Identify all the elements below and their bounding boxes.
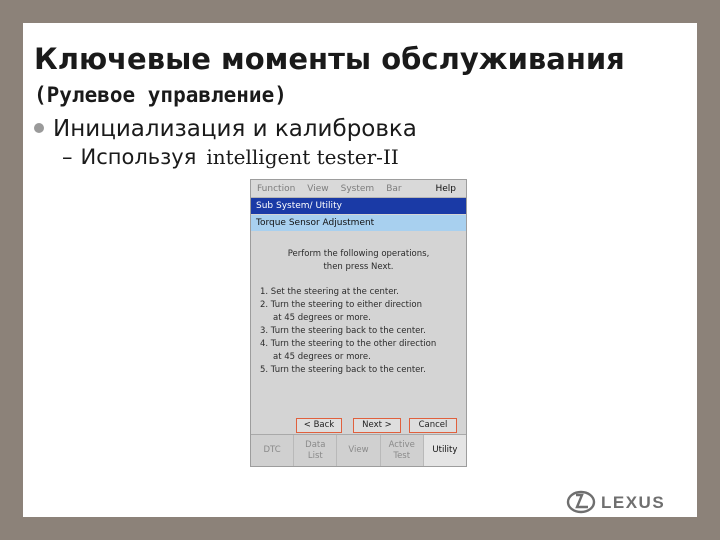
step-line: at 45 degrees or more. (273, 313, 371, 323)
cancel-button[interactable]: Cancel (409, 418, 457, 433)
lexus-wordmark: LEXUS (601, 493, 666, 512)
bullet-text: Инициализация и калибровка (53, 116, 417, 142)
tester-menu-bar (251, 180, 466, 198)
instruction-header (251, 248, 466, 274)
subsystem-title-bar: Sub System/ Utility (251, 198, 466, 214)
function-title-bar: Torque Sensor Adjustment (251, 215, 466, 231)
tab-dtc[interactable]: DTC (251, 435, 294, 466)
tab-view[interactable]: View (337, 435, 380, 466)
step-line: at 45 degrees or more. (273, 352, 371, 362)
tester-name: intelligent tester-II (206, 145, 399, 169)
step-line: 3. Turn the steering back to the center. (260, 326, 426, 336)
back-button[interactable]: < Back (296, 418, 342, 433)
instruction-steps (260, 286, 436, 377)
menu-view[interactable]: View (307, 183, 329, 194)
tab-active-test[interactable] (381, 435, 424, 466)
instruction-line: Perform the following operations, (287, 249, 430, 259)
tester-screen (250, 179, 467, 467)
bullet-dot-icon (34, 123, 44, 133)
lexus-logo-icon (566, 488, 682, 516)
step-line: 4. Turn the steering to the other direction (260, 339, 437, 349)
step-line: 1. Set the steering at the center. (260, 287, 399, 297)
tab-data-list-label: Data List (305, 439, 326, 461)
instruction-line: then press Next. (323, 262, 394, 272)
slide-subtitle: (Рулевое управление) (34, 83, 287, 107)
tab-utility[interactable]: Utility (424, 435, 466, 466)
menu-bar[interactable]: Bar (386, 183, 402, 194)
menu-help[interactable]: Help (435, 183, 456, 194)
menu-function[interactable]: Function (257, 183, 296, 194)
step-line: 2. Turn the steering to either direction (260, 300, 422, 310)
tab-data-list[interactable] (294, 435, 337, 466)
sub-bullet-text: Используя (80, 145, 197, 169)
sub-bullet-item (62, 145, 399, 170)
tab-active-test-label: Active Test (388, 439, 415, 461)
bullet-item (34, 116, 417, 142)
slide-title: Ключевые моменты обслуживания (34, 42, 625, 76)
tester-tab-bar (251, 434, 466, 466)
menu-system[interactable]: System (340, 183, 375, 194)
step-line: 5. Turn the steering back to the center. (260, 365, 426, 375)
next-button[interactable]: Next > (353, 418, 401, 433)
sub-bullet-dash: – (62, 145, 73, 169)
